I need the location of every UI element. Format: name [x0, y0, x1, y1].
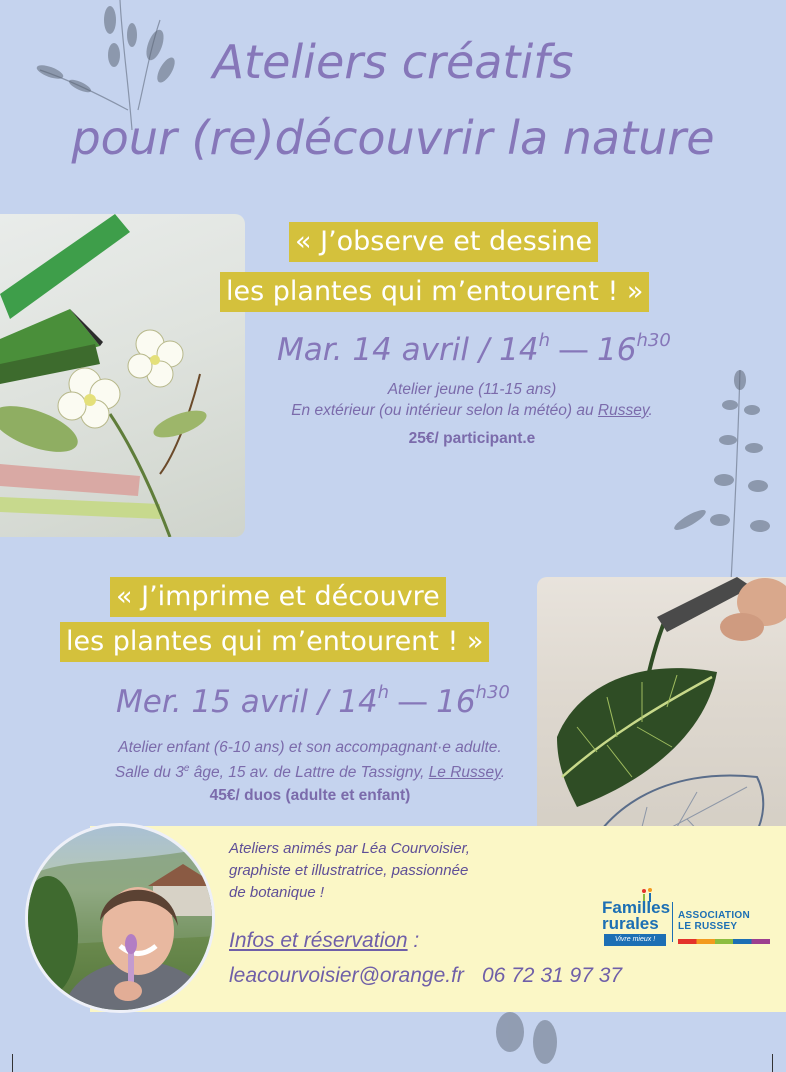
- date-dash: —: [397, 684, 429, 720]
- logo-assoc-line1: ASSOCIATION: [678, 910, 751, 921]
- workshop2-time-end: 16: [436, 684, 476, 720]
- date-slash: /: [317, 684, 329, 720]
- workshop1-time-start: 14: [499, 332, 539, 368]
- plant-sketch-bottom: [470, 1012, 590, 1072]
- workshop1-time-end-sup: h30: [636, 330, 671, 351]
- bio-line2: graphiste et illustratrice, passionnée: [229, 862, 469, 879]
- logo-brand-line2: rurales: [602, 914, 659, 933]
- workshop1-details: [260, 379, 684, 421]
- page-title-line1: Ateliers créatifs: [212, 35, 574, 89]
- logo-association: [678, 910, 750, 932]
- date-dash: —: [558, 332, 590, 368]
- workshop1-headline-line1: « J’observe et dessine: [289, 222, 598, 262]
- logo-assoc-line2: LE RUSSEY: [678, 921, 738, 932]
- workshop2-time-start-sup: h: [377, 682, 390, 703]
- infos-reservation-label: [229, 929, 419, 953]
- workshop2-details: [80, 737, 540, 783]
- workshop2-date-day: Mer. 15 avril: [116, 684, 309, 720]
- workshop1-time-end: 16: [597, 332, 637, 368]
- workshop2-audience: Atelier enfant (6-10 ans) et son accompagnant·e adulte.: [118, 739, 502, 756]
- page-title-line2: pour (re)découvrir la nature: [71, 111, 715, 165]
- contact-line: [229, 964, 622, 988]
- logo-tagline: Vivre mieux !: [604, 934, 666, 946]
- bio-line3: de botanique !: [229, 884, 325, 901]
- portrait-photo: [25, 823, 215, 1013]
- workshop1-price: 25€/ participant.e: [408, 430, 536, 447]
- workshop2-time-end-sup: h30: [475, 682, 510, 703]
- workshop2-location-sup: e: [183, 763, 190, 774]
- contact-phone[interactable]: 06 72 31 97 37: [481, 964, 623, 987]
- workshop2-location-prefix: Salle du 3: [114, 764, 184, 782]
- logo-separator: [672, 902, 673, 942]
- workshop2-location-mid: âge, 15 av. de Lattre de Tassigny,: [189, 764, 429, 782]
- familles-rurales-logo: [602, 888, 772, 948]
- workshop2-headline-line1: « J’imprime et découvre: [110, 577, 446, 617]
- logo-color-bar: [678, 939, 770, 944]
- workshop1-location-suffix: .: [648, 402, 653, 419]
- workshop1-headline-line2: les plantes qui m’entourent ! »: [220, 272, 649, 312]
- workshop2-headline-line2: les plantes qui m’entourent ! »: [60, 622, 489, 662]
- workshop1-location-place: Russey: [597, 402, 649, 419]
- contact-email[interactable]: leacourvoisier@orange.fr: [229, 964, 464, 987]
- crop-mark-right: [772, 1054, 773, 1072]
- bio-line1: Ateliers animés par Léa Courvoisier,: [229, 840, 470, 857]
- instructor-bio: [229, 838, 519, 904]
- logo-brand-line1: Familles: [602, 898, 671, 917]
- workshop2-location-suffix: .: [500, 764, 506, 782]
- crop-mark-left: [12, 1054, 13, 1072]
- workshop1-date-day: Mar. 14 avril: [277, 332, 469, 368]
- workshop2-time-start: 14: [338, 684, 378, 720]
- infos-label-colon: :: [407, 929, 420, 952]
- workshop1-location: [260, 400, 684, 421]
- drawing-photo: [0, 214, 245, 537]
- date-slash: /: [478, 332, 490, 368]
- infos-label-text: Infos et réservation: [229, 929, 408, 952]
- workshop1-audience: Atelier jeune (11-15 ans): [387, 381, 557, 398]
- workshop1-location-prefix: En extérieur (ou intérieur selon la météo) au: [291, 402, 598, 419]
- workshop2-price: 45€/ duos (adulte et enfant): [209, 787, 411, 804]
- workshop1-time-start-sup: h: [538, 330, 551, 351]
- workshop2-location: [80, 758, 540, 783]
- workshop1-date: [277, 330, 671, 368]
- workshop2-location-place: Le Russey: [428, 764, 501, 782]
- workshop2-date: [116, 682, 510, 720]
